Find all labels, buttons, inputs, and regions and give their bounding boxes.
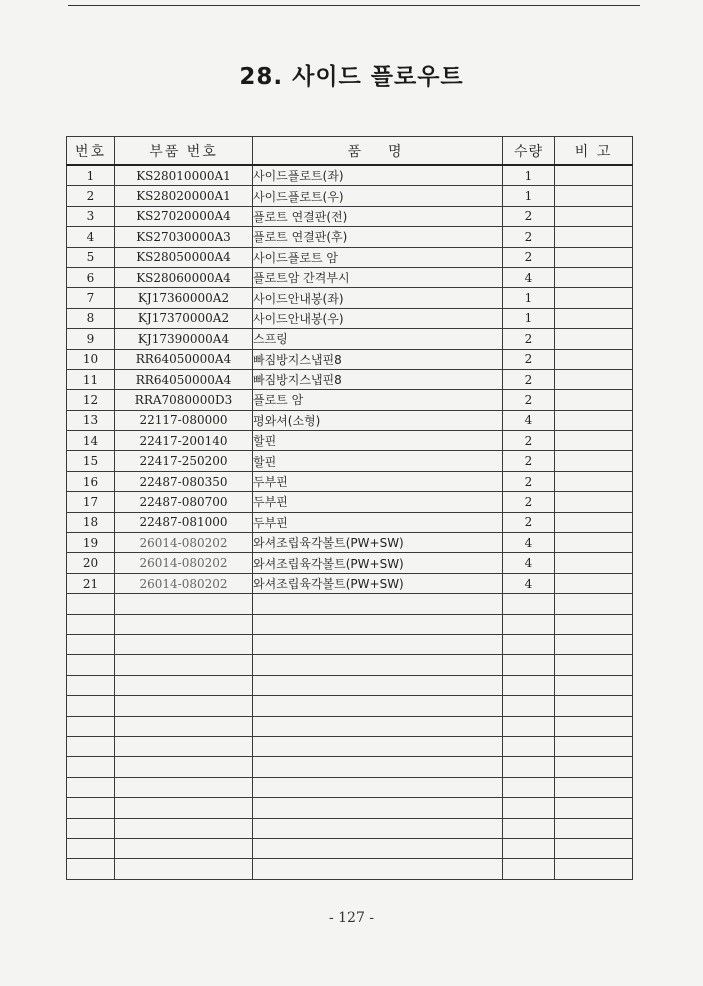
table-row	[67, 267, 633, 287]
empty-cell	[67, 757, 115, 777]
table-row	[67, 288, 633, 308]
row-number: 9	[67, 329, 115, 349]
empty-cell	[115, 736, 253, 756]
empty-cell	[503, 614, 555, 634]
empty-cell	[67, 736, 115, 756]
empty-cell	[253, 736, 503, 756]
part-number-cell: 22487-081000	[115, 512, 253, 532]
empty-cell	[115, 859, 253, 879]
quantity-cell: 1	[503, 186, 555, 206]
empty-cell	[115, 777, 253, 797]
quantity-cell: 2	[503, 369, 555, 389]
empty-table-row	[67, 838, 633, 858]
empty-cell	[555, 655, 633, 675]
empty-cell	[253, 614, 503, 634]
table-row	[67, 165, 633, 186]
empty-cell	[555, 614, 633, 634]
part-name-cell: 사이드플로트(우)	[253, 186, 503, 206]
quantity-cell: 2	[503, 471, 555, 491]
row-number: 6	[67, 267, 115, 287]
empty-table-row	[67, 736, 633, 756]
part-number-cell: 22487-080350	[115, 471, 253, 491]
part-number-cell: KS28020000A1	[115, 186, 253, 206]
empty-cell	[555, 777, 633, 797]
part-name-cell: 플로트 연결판(전)	[253, 206, 503, 226]
remarks-cell	[555, 553, 633, 573]
part-name-cell: 와셔조립육각볼트(PW+SW)	[253, 573, 503, 593]
part-number-cell: KS28060000A4	[115, 267, 253, 287]
quantity-cell: 4	[503, 533, 555, 553]
quantity-cell: 1	[503, 165, 555, 186]
part-name-cell: 사이드안내봉(좌)	[253, 288, 503, 308]
empty-table-row	[67, 757, 633, 777]
empty-cell	[503, 696, 555, 716]
empty-cell	[115, 757, 253, 777]
remarks-cell	[555, 206, 633, 226]
quantity-cell: 2	[503, 390, 555, 410]
parts-table	[66, 136, 633, 880]
header-qty: 수량	[503, 137, 555, 166]
quantity-cell: 2	[503, 349, 555, 369]
table-row	[67, 369, 633, 389]
quantity-cell: 2	[503, 451, 555, 471]
part-name-cell: 평와셔(소형)	[253, 410, 503, 430]
empty-cell	[555, 859, 633, 879]
row-number: 14	[67, 431, 115, 451]
remarks-cell	[555, 471, 633, 491]
quantity-cell: 2	[503, 512, 555, 532]
table-row	[67, 573, 633, 593]
header-part-number: 부품 번호	[115, 137, 253, 166]
remarks-cell	[555, 451, 633, 471]
part-number-cell: KS27030000A3	[115, 227, 253, 247]
remarks-cell	[555, 410, 633, 430]
empty-cell	[555, 634, 633, 654]
part-number-cell: KS28010000A1	[115, 165, 253, 186]
remarks-cell	[555, 165, 633, 186]
empty-cell	[253, 696, 503, 716]
table-row	[67, 247, 633, 267]
part-number-cell: RRA7080000D3	[115, 390, 253, 410]
remarks-cell	[555, 267, 633, 287]
empty-cell	[503, 675, 555, 695]
part-number-cell: 26014-080202	[115, 573, 253, 593]
empty-cell	[253, 777, 503, 797]
empty-cell	[503, 777, 555, 797]
empty-cell	[253, 634, 503, 654]
part-name-cell: 플로트암 간격부시	[253, 267, 503, 287]
quantity-cell: 1	[503, 308, 555, 328]
quantity-cell: 4	[503, 410, 555, 430]
quantity-cell: 2	[503, 329, 555, 349]
part-number-cell: KJ17360000A2	[115, 288, 253, 308]
remarks-cell	[555, 288, 633, 308]
empty-cell	[115, 838, 253, 858]
empty-cell	[67, 594, 115, 614]
empty-cell	[253, 675, 503, 695]
empty-cell	[67, 838, 115, 858]
empty-cell	[503, 818, 555, 838]
part-number-cell: RR64050000A4	[115, 349, 253, 369]
empty-cell	[503, 798, 555, 818]
part-number-cell: 26014-080202	[115, 533, 253, 553]
empty-cell	[503, 736, 555, 756]
part-number-cell: KS27020000A4	[115, 206, 253, 226]
empty-cell	[253, 757, 503, 777]
part-name-cell: 빠짐방지스냅핀8	[253, 369, 503, 389]
table-row	[67, 431, 633, 451]
empty-table-row	[67, 716, 633, 736]
empty-table-row	[67, 675, 633, 695]
empty-cell	[67, 614, 115, 634]
empty-cell	[67, 859, 115, 879]
quantity-cell: 2	[503, 247, 555, 267]
top-rule	[68, 5, 640, 6]
table-row	[67, 410, 633, 430]
quantity-cell: 2	[503, 431, 555, 451]
remarks-cell	[555, 512, 633, 532]
quantity-cell: 2	[503, 492, 555, 512]
empty-cell	[555, 716, 633, 736]
empty-cell	[253, 838, 503, 858]
table-row	[67, 451, 633, 471]
empty-table-row	[67, 634, 633, 654]
part-name-cell: 할핀	[253, 431, 503, 451]
quantity-cell: 2	[503, 227, 555, 247]
empty-cell	[115, 675, 253, 695]
table-row	[67, 471, 633, 491]
empty-cell	[115, 594, 253, 614]
part-name-cell: 사이드안내봉(우)	[253, 308, 503, 328]
part-number-cell: KJ17390000A4	[115, 329, 253, 349]
empty-cell	[115, 655, 253, 675]
part-name-cell: 와셔조립육각볼트(PW+SW)	[253, 553, 503, 573]
remarks-cell	[555, 227, 633, 247]
part-number-cell: RR64050000A4	[115, 369, 253, 389]
empty-cell	[115, 716, 253, 736]
part-number-cell: 26014-080202	[115, 553, 253, 573]
empty-cell	[503, 634, 555, 654]
empty-table-row	[67, 859, 633, 879]
part-name-cell: 두부핀	[253, 471, 503, 491]
remarks-cell	[555, 573, 633, 593]
row-number: 10	[67, 349, 115, 369]
part-name-cell: 두부핀	[253, 492, 503, 512]
empty-cell	[555, 838, 633, 858]
part-name-cell: 빠짐방지스냅핀8	[253, 349, 503, 369]
table-row	[67, 492, 633, 512]
row-number: 13	[67, 410, 115, 430]
quantity-cell: 1	[503, 288, 555, 308]
part-number-cell: KJ17370000A2	[115, 308, 253, 328]
header-remarks: 비 고	[555, 137, 633, 166]
table-body	[67, 165, 633, 879]
part-name-cell: 플로트 연결판(후)	[253, 227, 503, 247]
empty-cell	[115, 818, 253, 838]
row-number: 20	[67, 553, 115, 573]
table-header-row	[67, 137, 633, 166]
page-number: - 127 -	[328, 910, 375, 926]
empty-cell	[503, 655, 555, 675]
part-name-cell: 두부핀	[253, 512, 503, 532]
quantity-cell: 4	[503, 553, 555, 573]
row-number: 17	[67, 492, 115, 512]
table-row	[67, 308, 633, 328]
empty-cell	[67, 634, 115, 654]
empty-cell	[67, 798, 115, 818]
row-number: 12	[67, 390, 115, 410]
part-number-cell: 22117-080000	[115, 410, 253, 430]
remarks-cell	[555, 329, 633, 349]
remarks-cell	[555, 492, 633, 512]
remarks-cell	[555, 390, 633, 410]
empty-cell	[555, 818, 633, 838]
row-number: 4	[67, 227, 115, 247]
empty-cell	[115, 634, 253, 654]
table-row	[67, 186, 633, 206]
header-name: 품 명	[253, 137, 503, 166]
row-number: 15	[67, 451, 115, 471]
table-row	[67, 390, 633, 410]
remarks-cell	[555, 349, 633, 369]
empty-cell	[555, 594, 633, 614]
remarks-cell	[555, 369, 633, 389]
empty-cell	[503, 716, 555, 736]
empty-cell	[555, 798, 633, 818]
table-row	[67, 349, 633, 369]
part-name-cell: 사이드플로트 암	[253, 247, 503, 267]
empty-table-row	[67, 696, 633, 716]
row-number: 19	[67, 533, 115, 553]
empty-table-row	[67, 655, 633, 675]
empty-cell	[115, 696, 253, 716]
part-number-cell: 22417-250200	[115, 451, 253, 471]
empty-cell	[67, 777, 115, 797]
empty-table-row	[67, 818, 633, 838]
table-row	[67, 512, 633, 532]
empty-cell	[555, 757, 633, 777]
empty-cell	[503, 594, 555, 614]
empty-cell	[503, 838, 555, 858]
remarks-cell	[555, 533, 633, 553]
empty-cell	[67, 696, 115, 716]
remarks-cell	[555, 308, 633, 328]
row-number: 18	[67, 512, 115, 532]
empty-cell	[503, 757, 555, 777]
part-name-cell: 플로트 암	[253, 390, 503, 410]
empty-cell	[253, 818, 503, 838]
empty-cell	[253, 859, 503, 879]
table-row	[67, 533, 633, 553]
row-number: 5	[67, 247, 115, 267]
row-number: 16	[67, 471, 115, 491]
empty-table-row	[67, 594, 633, 614]
empty-cell	[555, 736, 633, 756]
part-name-cell: 할핀	[253, 451, 503, 471]
quantity-cell: 2	[503, 206, 555, 226]
header-no: 번호	[67, 137, 115, 166]
row-number: 7	[67, 288, 115, 308]
empty-cell	[253, 716, 503, 736]
table-row	[67, 227, 633, 247]
row-number: 1	[67, 165, 115, 186]
empty-cell	[67, 655, 115, 675]
remarks-cell	[555, 431, 633, 451]
row-number: 11	[67, 369, 115, 389]
row-number: 2	[67, 186, 115, 206]
table-row	[67, 553, 633, 573]
empty-table-row	[67, 614, 633, 634]
remarks-cell	[555, 186, 633, 206]
table-row	[67, 206, 633, 226]
row-number: 21	[67, 573, 115, 593]
table-row	[67, 329, 633, 349]
empty-cell	[67, 716, 115, 736]
empty-cell	[115, 614, 253, 634]
page-title: 28. 사이드 플로우트	[239, 64, 464, 90]
empty-table-row	[67, 777, 633, 797]
empty-cell	[555, 696, 633, 716]
empty-cell	[253, 655, 503, 675]
empty-cell	[253, 798, 503, 818]
row-number: 8	[67, 308, 115, 328]
empty-cell	[115, 798, 253, 818]
part-name-cell: 와셔조립육각볼트(PW+SW)	[253, 533, 503, 553]
part-number-cell: 22417-200140	[115, 431, 253, 451]
part-name-cell: 스프링	[253, 329, 503, 349]
row-number: 3	[67, 206, 115, 226]
quantity-cell: 4	[503, 573, 555, 593]
part-number-cell: 22487-080700	[115, 492, 253, 512]
empty-cell	[253, 594, 503, 614]
empty-cell	[67, 818, 115, 838]
empty-table-row	[67, 798, 633, 818]
empty-cell	[503, 859, 555, 879]
part-number-cell: KS28050000A4	[115, 247, 253, 267]
remarks-cell	[555, 247, 633, 267]
empty-cell	[555, 675, 633, 695]
part-name-cell: 사이드플로트(좌)	[253, 165, 503, 186]
quantity-cell: 4	[503, 267, 555, 287]
empty-cell	[67, 675, 115, 695]
